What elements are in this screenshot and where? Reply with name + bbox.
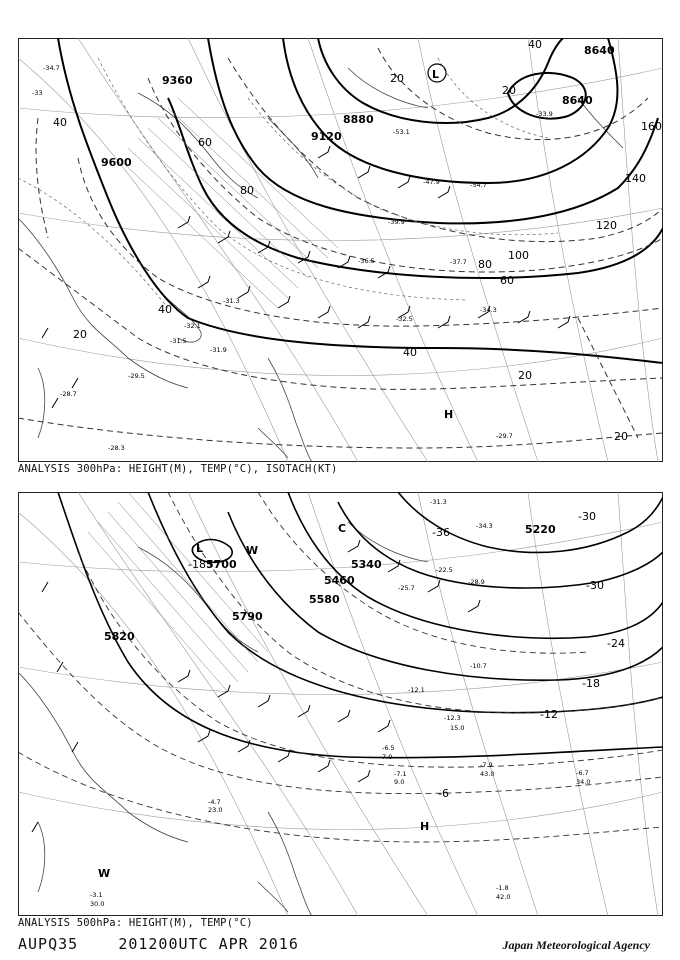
station-value: 43.0 — [480, 770, 495, 778]
isotach-label: 40 — [53, 116, 67, 129]
station-value: -47.9 — [423, 178, 440, 186]
height-label: 8640 — [562, 94, 593, 107]
isotach-label: 40 — [403, 346, 417, 359]
station-value: -6.7 — [576, 769, 589, 777]
station-value: -33.9 — [536, 110, 553, 118]
isotach-label: 100 — [508, 249, 529, 262]
station-value: -33 — [32, 89, 43, 97]
station-value: -10.7 — [470, 662, 487, 670]
height-label: 5220 — [525, 523, 556, 536]
station-value: -6.5 — [382, 744, 395, 752]
station-value: -1.8 — [496, 884, 509, 892]
height-label: 5580 — [309, 593, 340, 606]
temp-label: -18 — [188, 558, 206, 571]
height-label: 5340 — [351, 558, 382, 571]
station-value: -32.5 — [396, 315, 413, 323]
chart-datetime: 201200UTC APR 2016 — [118, 935, 299, 953]
height-label: 5820 — [104, 630, 135, 643]
cold-center-marker: C — [338, 522, 347, 535]
isotach-label: 80 — [240, 184, 254, 197]
station-value: 23.0 — [208, 806, 223, 814]
height-label: 8640 — [584, 44, 615, 57]
station-value: -53.1 — [393, 128, 410, 136]
station-value: -3.1 — [90, 891, 103, 899]
height-label: 5460 — [324, 574, 355, 587]
isotach-label: 20 — [390, 72, 404, 85]
station-value: -28.3 — [108, 444, 125, 452]
isotach-label: 60 — [198, 136, 212, 149]
station-value: -7.1 — [394, 770, 407, 778]
station-value: 42.0 — [496, 893, 511, 901]
station-value: -31.5 — [170, 337, 187, 345]
temp-label: -18 — [582, 677, 600, 690]
isotach-label: 60 — [500, 274, 514, 287]
station-value: -28.7 — [60, 390, 77, 398]
station-value: -32.1 — [184, 322, 201, 330]
station-value: 9.0 — [394, 778, 405, 786]
chart-500hpa — [18, 492, 663, 916]
high-center-marker: H — [444, 408, 454, 421]
temp-label: -30 — [586, 579, 604, 592]
station-value: -4.7 — [208, 798, 221, 806]
height-label: 9600 — [101, 156, 132, 169]
height-label: 9360 — [162, 74, 193, 87]
isotach-label: 80 — [478, 258, 492, 271]
station-value: 34.0 — [576, 778, 591, 786]
agency-credit: Japan Meteorological Agency — [502, 938, 650, 952]
isotach-label: 40 — [528, 38, 542, 51]
caption-300hpa: ANALYSIS 300hPa: HEIGHT(M), TEMP(°C), ISOTACH(KT) — [18, 463, 338, 475]
station-value: -34.7 — [43, 64, 60, 72]
station-value: -31.9 — [210, 346, 227, 354]
isotach-label: 20 — [518, 369, 532, 382]
station-value: -36.5 — [358, 257, 375, 265]
station-value: -31.3 — [223, 297, 240, 305]
chart-identifier — [18, 935, 299, 953]
station-value: -34.3 — [480, 306, 497, 314]
temp-label: -30 — [578, 510, 596, 523]
isotach-label: 20 — [73, 328, 87, 341]
station-value: -39.9 — [388, 218, 405, 226]
station-value: -12.3 — [444, 714, 461, 722]
isotach-label: 20 — [614, 430, 628, 443]
map-500hpa — [18, 492, 663, 916]
station-value: 7.0 — [382, 753, 393, 761]
chart-code: AUPQ35 — [18, 935, 79, 953]
station-value: -29.7 — [496, 432, 513, 440]
height-label: 5790 — [232, 610, 263, 623]
map-300hpa — [18, 38, 663, 462]
isotach-label: 40 — [158, 303, 172, 316]
station-value: -34.3 — [476, 522, 493, 530]
warm-center-marker: W — [246, 544, 259, 557]
isotach-label: 120 — [596, 219, 617, 232]
station-value: 15.0 — [450, 724, 465, 732]
station-value: -37.7 — [450, 258, 467, 266]
station-value: -28.9 — [468, 578, 485, 586]
height-label: 8880 — [343, 113, 374, 126]
chart-300hpa — [18, 38, 663, 462]
station-value: -22.5 — [436, 566, 453, 574]
height-label: 5700 — [206, 558, 237, 571]
isotach-label: 140 — [625, 172, 646, 185]
station-value: -31.3 — [430, 498, 447, 506]
station-value: 30.0 — [90, 900, 105, 908]
temp-label: -24 — [607, 637, 625, 650]
temp-label: -6 — [438, 787, 449, 800]
temp-label: -36 — [432, 526, 450, 539]
height-label: 9120 — [311, 130, 342, 143]
station-value: -54.7 — [470, 181, 487, 189]
caption-500hpa: ANALYSIS 500hPa: HEIGHT(M), TEMP(°C) — [18, 917, 253, 929]
low-center-marker: L — [432, 68, 440, 81]
isotach-label: 20 — [502, 84, 516, 97]
low-center-marker: L — [196, 542, 204, 555]
high-center-marker: H — [420, 820, 430, 833]
temp-label: -12 — [540, 708, 558, 721]
station-value: -7.9 — [480, 761, 493, 769]
station-value: -12.1 — [408, 686, 425, 694]
warm-center-marker-south: W — [98, 867, 111, 880]
isotach-label: 160 — [641, 120, 662, 133]
station-value: -25.7 — [398, 584, 415, 592]
station-value: -29.5 — [128, 372, 145, 380]
